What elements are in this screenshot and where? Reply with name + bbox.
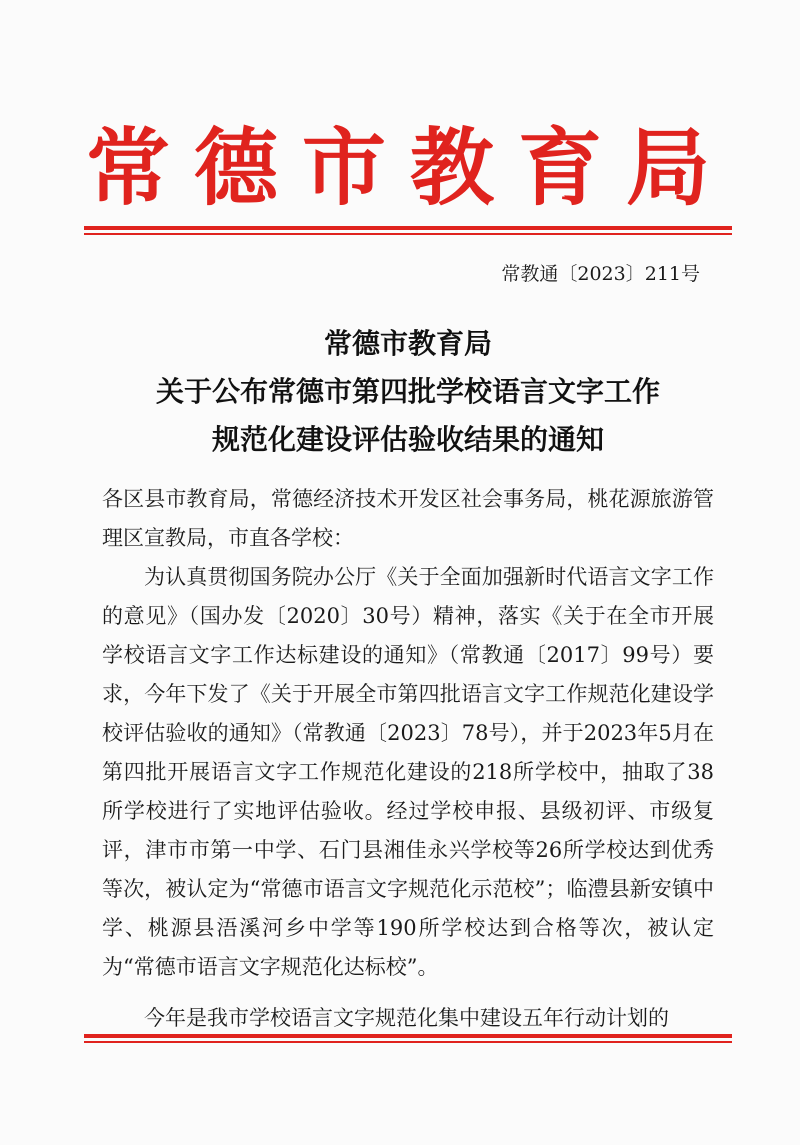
- salutation: 各区县市教育局，常德经济技术开发区社会事务局，桃花源旅游管理区宣教局，市直各学校：: [102, 487, 714, 550]
- body-paragraph-2: 今年是我市学校语言文字规范化集中建设五年行动计划的: [144, 1006, 669, 1030]
- body-paragraph-1: 为认真贯彻国务院办公厅《关于全面加强新时代语言文字工作的意见》（国办发〔2020〕30号）精神，落实《关于在全市开展学校语言文字工作达标建设的通知》（常教通〔2017〕99号）要求，今年下发了《关于开展全市第四批语言文字工作规范化建设学校评估验收的通知》（常教通〔2023〕78号），并于2023年5月在第四批开展语言文字工作规范化建设的218所学校中，抽取了38所学校进行了实地评估验收。经过学校申报、县级初评、市级复评，津市市第一中学、石门县湘佳永兴学校等26所学校达到优秀等次，被认定为“常德市语言文字规范化示范校”；临澧县新安镇中学、桃源县浯溪河乡中学等190所学校达到合格等次，被认定为“常德市语言文字规范化达标校”。: [102, 565, 714, 979]
- title-line-1: 常德市教育局: [323, 327, 492, 360]
- footer-divider-thin: [84, 1041, 732, 1043]
- document-title: [84, 320, 732, 464]
- document-number: 常教通〔2023〕211号: [501, 263, 700, 285]
- header-divider-thick: [84, 226, 732, 230]
- title-line-3: 规范化建设评估验收结果的通知: [211, 423, 604, 456]
- footer-divider-thick: [84, 1034, 732, 1038]
- issuing-organization-header: 常德市教育局: [85, 118, 734, 217]
- document-body: [102, 480, 714, 1038]
- header-divider-thin: [84, 233, 732, 235]
- title-line-2: 关于公布常德市第四批学校语言文字工作: [155, 375, 660, 408]
